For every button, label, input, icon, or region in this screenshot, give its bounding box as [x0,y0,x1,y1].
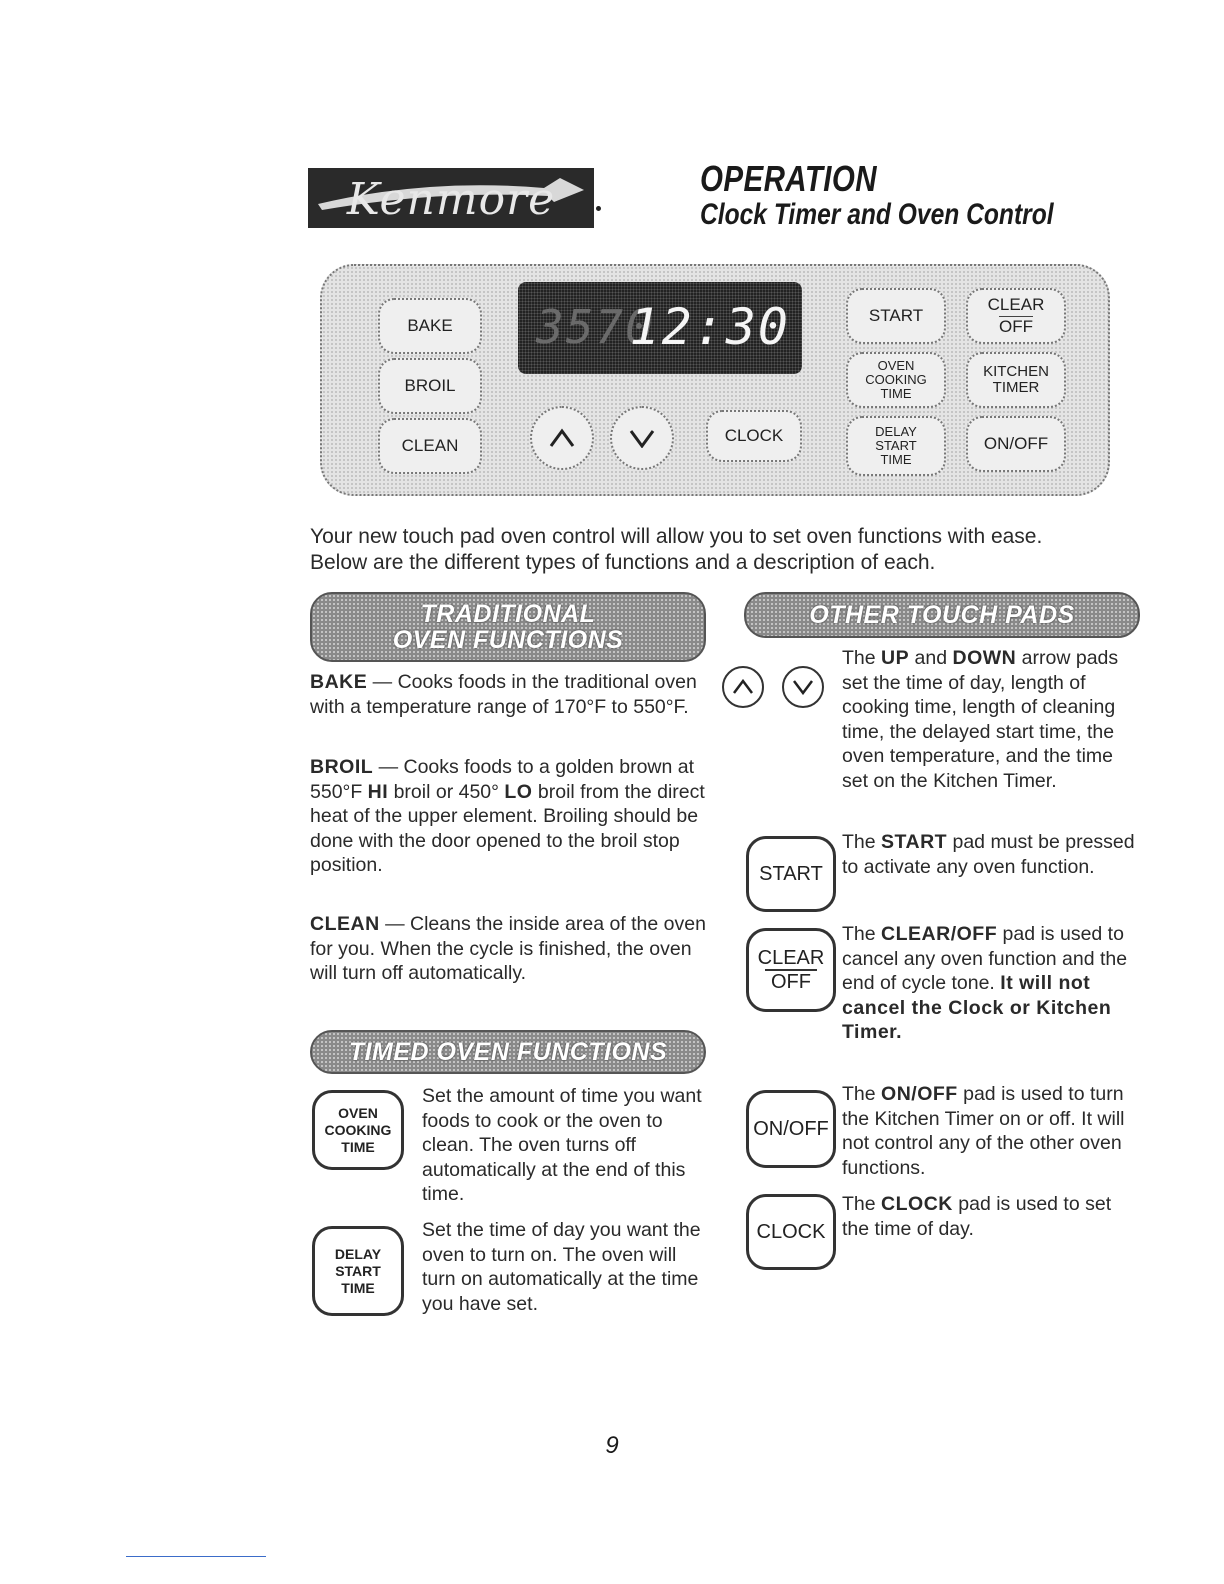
bake-description [310,670,708,719]
logo-dot [596,206,601,211]
clear-pre: The [842,923,882,945]
display-time: 12:30 [629,298,790,356]
clock-pre: The [842,1193,882,1215]
delay-start-time-icon-line-1: DELAY [334,1245,382,1262]
start-icon [746,836,836,912]
clean-term: CLEAN [310,913,380,935]
onoff-text: pad is used to turn the Kitchen Timer on or off. It will not control any of the other oven functions. [842,1083,1125,1179]
clock-pad[interactable]: CLOCK [706,410,802,462]
clean-pad[interactable]: CLEAN [378,418,482,474]
down-term: DOWN [952,647,1017,669]
intro-line-1: Your new touch pad oven control will allow you to set oven functions with ease. [310,525,1043,548]
clean-text: — Cleans the inside area of the oven for you. When the cycle is finished, the oven will turn off automatically. [310,913,706,984]
delay-start-time-description: Set the time of day you want the oven to turn on. The oven will turn on automatically at the time you have set. [422,1219,701,1315]
clear-off-pad[interactable] [966,288,1066,344]
delay-start-time-pad[interactable] [846,416,946,476]
on-off-pad[interactable]: ON/OFF [966,416,1066,472]
broil-pad[interactable]: BROIL [378,358,482,414]
broil-description [310,755,708,878]
kitchen-timer-line-1: KITCHEN [983,363,1049,380]
delay-start-time-icon-line-2: START [335,1262,381,1279]
other-touch-pads-banner: OTHER TOUCH PADS [744,592,1140,638]
off-icon-label: OFF [765,969,817,993]
clear-label: CLEAR [987,295,1045,314]
page-number: 9 [605,1432,619,1459]
start-description [842,830,1138,879]
start-icon-label: START [759,863,823,885]
kitchen-timer-line-2: TIMER [992,379,1040,396]
broil-lo: LO [504,780,533,803]
clock-text: pad is used to set the time of day. [842,1193,1112,1240]
clear-term: CLEAR/OFF [881,923,998,945]
up-arrow-icon [722,666,764,708]
oven-display [518,282,802,374]
page-title: OPERATION [700,158,877,199]
bake-pad[interactable]: BAKE [378,298,482,354]
clear-text: pad is used to cancel any oven function and the end of cycle tone. [842,923,1128,994]
broil-term: BROIL [310,756,374,778]
broil-text-1: — Cooks foods to a golden brown at 550°F [310,756,695,803]
display-ghost-digits: 3570 [536,300,655,354]
onoff-pre: The [842,1083,882,1105]
delay-start-time-line-3: TIME [880,452,912,467]
up-arrow-icon [549,428,575,448]
traditional-oven-functions-banner [310,592,706,662]
oven-cooking-time-icon-line-3: TIME [341,1138,375,1155]
clock-description [842,1192,1138,1241]
start-text: pad must be pressed to activate any oven function. [842,831,1135,878]
clear-off-icon [746,928,836,1012]
logo-text: Kenmore [346,174,556,225]
delay-start-time-icon [312,1226,404,1316]
oven-cooking-time-line-3: TIME [880,386,912,401]
kitchen-timer-pad[interactable] [966,352,1066,408]
oven-cooking-time-icon [312,1090,404,1170]
delay-start-time-line-2: START [875,438,917,453]
page-subtitle: Clock Timer and Oven Control [700,198,1054,231]
oven-cooking-time-pad[interactable] [846,352,946,408]
start-pre: The [842,831,882,853]
oven-cooking-time-description: Set the amount of time you want foods to cook or the oven to clean. The oven turns off automatically at the end of this time. [422,1085,702,1205]
bake-term: BAKE [310,671,368,693]
footer-rule [126,1556,266,1557]
updown-pre: The [842,647,882,669]
oven-cooking-time-icon-line-2: COOKING [324,1121,392,1138]
intro-line-2: Below are the different types of functions and a description of each. [310,551,936,574]
traditional-banner-line-2: OVEN FUNCTIONS [392,626,624,654]
start-pad[interactable]: START [846,288,946,344]
off-label: OFF [999,317,1033,336]
oven-cooking-time-icon-line-1: OVEN [338,1104,378,1121]
clock-term: CLOCK [881,1193,953,1215]
broil-hi: HI [367,780,389,803]
down-arrow-pad[interactable] [610,406,674,470]
onoff-term: ON/OFF [881,1083,958,1105]
control-panel [320,264,1110,496]
clock-icon [746,1194,836,1270]
broil-text-2: broil or 450° [388,780,505,803]
bake-text: — Cooks foods in the traditional oven with a temperature range of 170°F to 550°F. [310,671,697,718]
up-arrow-pad[interactable] [530,406,594,470]
oven-cooking-time-line-1: OVEN [877,358,915,373]
clear-off-description [842,922,1138,1045]
start-term: START [881,831,948,853]
up-down-description [842,646,1138,793]
traditional-banner-line-1: TRADITIONAL [420,600,596,628]
clean-description [310,912,708,986]
delay-start-time-line-1: DELAY [875,424,917,439]
updown-mid: and [909,647,953,669]
timed-oven-functions-banner: TIMED OVEN FUNCTIONS [310,1030,706,1074]
down-arrow-icon [629,428,655,448]
on-off-icon [746,1090,836,1168]
down-arrow-icon [782,666,824,708]
broil-text-3: broil from the direct heat of the upper element. Broiling should be done with the door opened to the broil stop position. [310,780,705,876]
clear-icon-label: CLEAR [757,947,825,969]
updown-text: arrow pads set the time of day, length of cooking time, length of cleaning time, the delayed start time, the oven temperature, and the time set on the Kitchen Timer. [842,647,1119,792]
oven-cooking-time-line-2: COOKING [865,372,927,387]
intro-text [310,524,1150,576]
kenmore-logo [308,168,594,228]
delay-start-time-icon-line-3: TIME [341,1279,375,1296]
clock-icon-label: CLOCK [756,1221,826,1243]
on-off-description [842,1082,1138,1180]
up-term: UP [881,647,910,669]
on-off-icon-label: ON/OFF [753,1118,829,1140]
clear-warning: It will not cancel the Clock or Kitchen Timer. [842,972,1112,1043]
